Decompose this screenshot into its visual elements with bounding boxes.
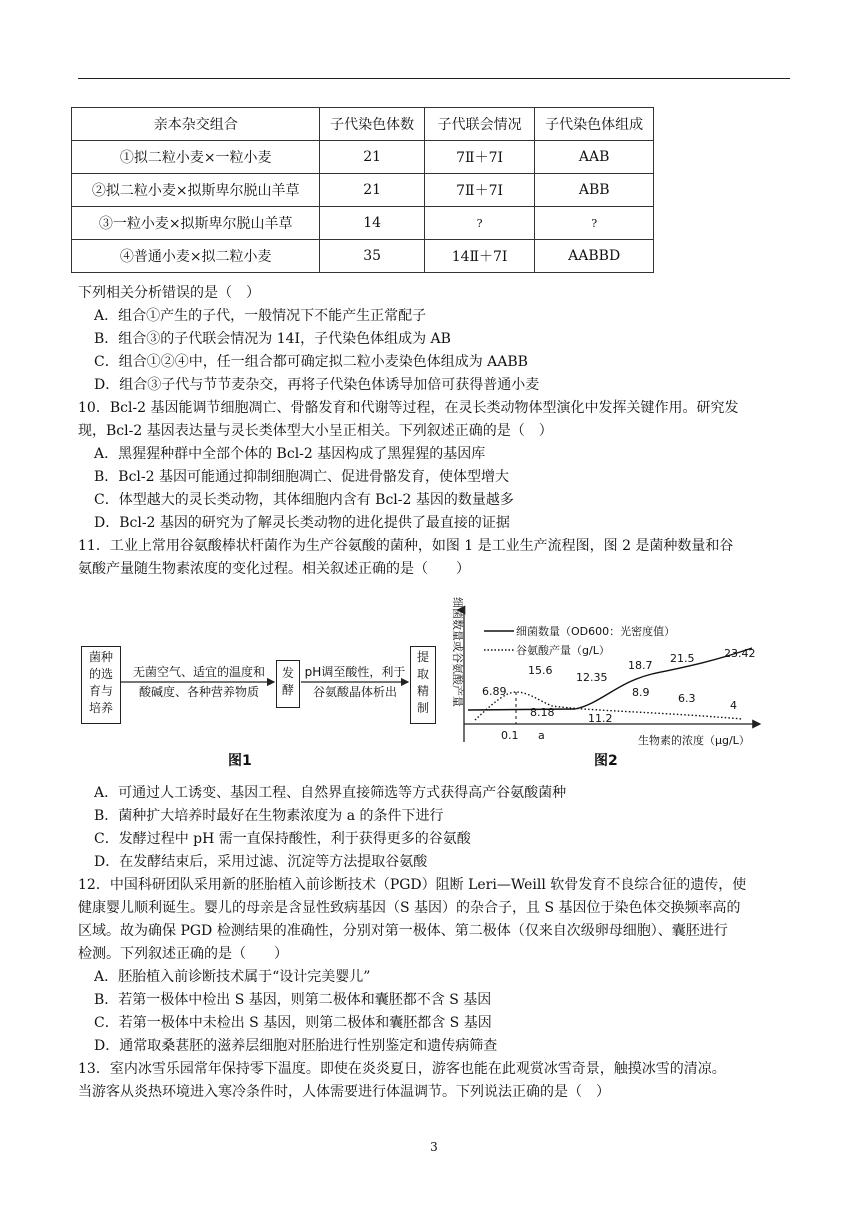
q13-stem-line2: 当游客从炎热环境进入寒冷条件时，人体需要进行体温调节。下列说法正确的是（ ） xyxy=(78,1084,610,1100)
data-label: 12.35 xyxy=(576,671,608,684)
table-cell: 21 xyxy=(320,174,424,207)
q12-option-d: D．通常取桑葚胚的滋养层细胞对胚胎进行性别鉴定和遗传病筛查 xyxy=(94,1038,498,1054)
table-cell: ③一粒小麦×拟斯卑尔脱山羊草 xyxy=(72,207,320,240)
flow-text: 制 xyxy=(416,701,429,715)
flow-text: 的选 xyxy=(88,667,113,681)
flow-arrows xyxy=(118,672,418,692)
data-label: 21.5 xyxy=(670,652,695,665)
table-row xyxy=(72,174,654,207)
q12-option-b: B．若第一极体中检出 S 基因，则第二极体和囊胚都不含 S 基因 xyxy=(94,992,492,1008)
q11-option-b: B．菌种扩大培养时最好在生物素浓度为 a 的条件下进行 xyxy=(94,808,444,824)
q10-option-c: C．体型越大的灵长类动物，其体细胞内含有 Bcl-2 基因的数量越多 xyxy=(94,492,514,508)
data-label: 18.7 xyxy=(628,659,653,672)
q9-option-c: C．组合①②④中，任一组合都可确定拟二粒小麦染色体组成为 AABB xyxy=(94,354,528,370)
table-cell: ? xyxy=(424,207,535,240)
table-header: 亲本杂交组合 xyxy=(72,108,320,141)
data-label: 11.2 xyxy=(588,712,613,725)
table-cell: 7Ⅱ＋7Ⅰ xyxy=(424,141,535,174)
header-rule xyxy=(78,78,790,79)
q10-option-d: D．Bcl-2 基因的研究为了解灵长类动物的进化提供了最直接的证据 xyxy=(94,515,510,531)
q12-option-a: A．胚胎植入前诊断技术属于“设计完美婴儿” xyxy=(94,969,371,985)
table-cell: ? xyxy=(535,207,654,240)
flow-text: 无菌空气、适宜的温度和 xyxy=(132,665,265,679)
q11-stem-line2: 氨酸产量随生物素浓度的变化过程。相关叙述正确的是（ ） xyxy=(78,561,470,577)
figure-2-label: 图2 xyxy=(594,753,618,769)
table-cell: 21 xyxy=(320,141,424,174)
table-cell: 14 xyxy=(320,207,424,240)
x-tick-label: a xyxy=(538,729,545,742)
table-cell: 7Ⅱ＋7Ⅰ xyxy=(424,174,535,207)
q9-option-a: A．组合①产生的子代，一般情况下不能产生正常配子 xyxy=(94,308,427,324)
q12-option-c: C．若第一极体中未检出 S 基因，则第二极体和囊胚都含 S 基因 xyxy=(94,1015,492,1031)
flow-text: 育与 xyxy=(88,684,113,698)
x-axis-label: 生物素的浓度（μg/L） xyxy=(638,734,750,747)
table-cell: 14Ⅱ＋7Ⅰ xyxy=(424,240,535,273)
data-label: 8.18 xyxy=(530,706,555,719)
table-cell: AABBD xyxy=(535,240,654,273)
x-tick-label: 0.1 xyxy=(501,729,519,742)
flow-text: 提 xyxy=(416,650,429,664)
flow-text: 培养 xyxy=(88,701,113,715)
data-label: 4 xyxy=(730,699,737,712)
figure-1-label: 图1 xyxy=(228,753,252,769)
legend-glutamate: 谷氨酸产量（g/L） xyxy=(516,644,610,657)
q11-option-c: C．发酵过程中 pH 需一直保持酸性，利于获得更多的谷氨酸 xyxy=(94,831,471,847)
flow-text: 酵 xyxy=(281,683,294,697)
q10-option-a: A．黑猩猩种群中全部个体的 Bcl-2 基因构成了黑猩猩的基因库 xyxy=(94,446,486,462)
flow-text: pH调至酸性，利于 xyxy=(304,665,406,679)
q9-option-b: B．组合③的子代联会情况为 14Ⅰ，子代染色体组成为 AB xyxy=(94,331,451,347)
q10-stem-line1: 10．Bcl-2 基因能调节细胞凋亡、骨骼发育和代谢等过程，在灵长类动物体型演化中发挥关键作用。研究发 xyxy=(78,400,739,416)
q11-option-a: A．可通过人工诱变、基因工程、自然界直接筛选等方式获得高产谷氨酸菌种 xyxy=(94,785,567,801)
flow-text: 谷氨酸晶体析出 xyxy=(312,685,397,699)
q9-prompt: 下列相关分析错误的是（ ） xyxy=(78,285,260,301)
q12-stem-line1: 12．中国科研团队采用新的胚胎植入前诊断技术（PGD）阻断 Leri—Weill 软骨发育不良综合征的遗传，使 xyxy=(78,877,747,893)
table-row xyxy=(72,207,654,240)
table-cell: ②拟二粒小麦×拟斯卑尔脱山羊草 xyxy=(72,174,320,207)
q13-stem-line1: 13．室内冰雪乐园常年保持零下温度。即使在炎炎夏日，游客也能在此观赏冰雪奇景，触摸冰雪的清凉。 xyxy=(78,1061,726,1077)
flow-text: 酸碱度、各种营养物质 xyxy=(138,685,259,699)
table-cell: 35 xyxy=(320,240,424,273)
flow-text: 取 xyxy=(416,667,429,681)
table-row xyxy=(72,141,654,174)
table-cell: ABB xyxy=(535,174,654,207)
data-label: 8.9 xyxy=(632,686,650,699)
q11-stem-line1: 11．工业上常用谷氨酸棒状杆菌作为生产谷氨酸的菌种，如图 1 是工业生产流程图，图 2 是菌种数量和谷 xyxy=(78,538,734,554)
q10-option-b: B．Bcl-2 基因可能通过抑制细胞凋亡、促进骨骼发育，使体型增大 xyxy=(94,469,509,485)
flow-box-strain-selection xyxy=(81,646,121,724)
hybridization-table xyxy=(71,107,654,273)
table-cell: ①拟二粒小麦×一粒小麦 xyxy=(72,141,320,174)
page-number: 3 xyxy=(430,1140,438,1154)
table-header: 子代染色体数 xyxy=(320,108,424,141)
data-label: 15.6 xyxy=(528,664,553,677)
q12-stem-line3: 区域。故为确保 PGD 检测结果的准确性，分别对第一极体、第二极体（仅来自次级卵母细胞）、囊胚进行 xyxy=(78,923,728,939)
bacteria-count-curve xyxy=(468,648,752,710)
flow-text: 菌种 xyxy=(88,650,113,664)
q10-stem-line2: 现，Bcl-2 基因表达量与灵长类体型大小呈正相关。下列叙述正确的是（ ） xyxy=(78,423,553,439)
table-row xyxy=(72,240,654,273)
data-label: 23.42 xyxy=(724,647,756,660)
table-cell: AAB xyxy=(535,141,654,174)
y-axis-label: 细菌数量或谷氨酸产量 xyxy=(451,597,464,707)
legend-bacteria: 细菌数量（OD600：光密度值） xyxy=(516,625,676,638)
q11-option-d: D．在发酵结束后，采用过滤、沉淀等方法提取谷氨酸 xyxy=(94,854,428,870)
table-header: 子代联会情况 xyxy=(424,108,535,141)
table-header-row xyxy=(72,108,654,141)
data-label: 6.3 xyxy=(678,692,696,705)
table-header: 子代染色体组成 xyxy=(535,108,654,141)
flow-text: 发 xyxy=(281,666,294,680)
q12-stem-line4: 检测。下列叙述正确的是（ ） xyxy=(78,946,288,962)
flow-text: 精 xyxy=(416,684,429,698)
table-cell: ④普通小麦×拟二粒小麦 xyxy=(72,240,320,273)
data-label: 6.89 xyxy=(482,685,507,698)
q9-option-d: D．组合③子代与节节麦杂交，再将子代染色体诱导加倍可获得普通小麦 xyxy=(94,377,540,393)
q12-stem-line2: 健康婴儿顺利诞生。婴儿的母亲是含显性致病基因（S 基因）的杂合子，且 S 基因位于染色体交换频率高的 xyxy=(78,900,741,916)
figure-2-chart xyxy=(440,582,765,747)
